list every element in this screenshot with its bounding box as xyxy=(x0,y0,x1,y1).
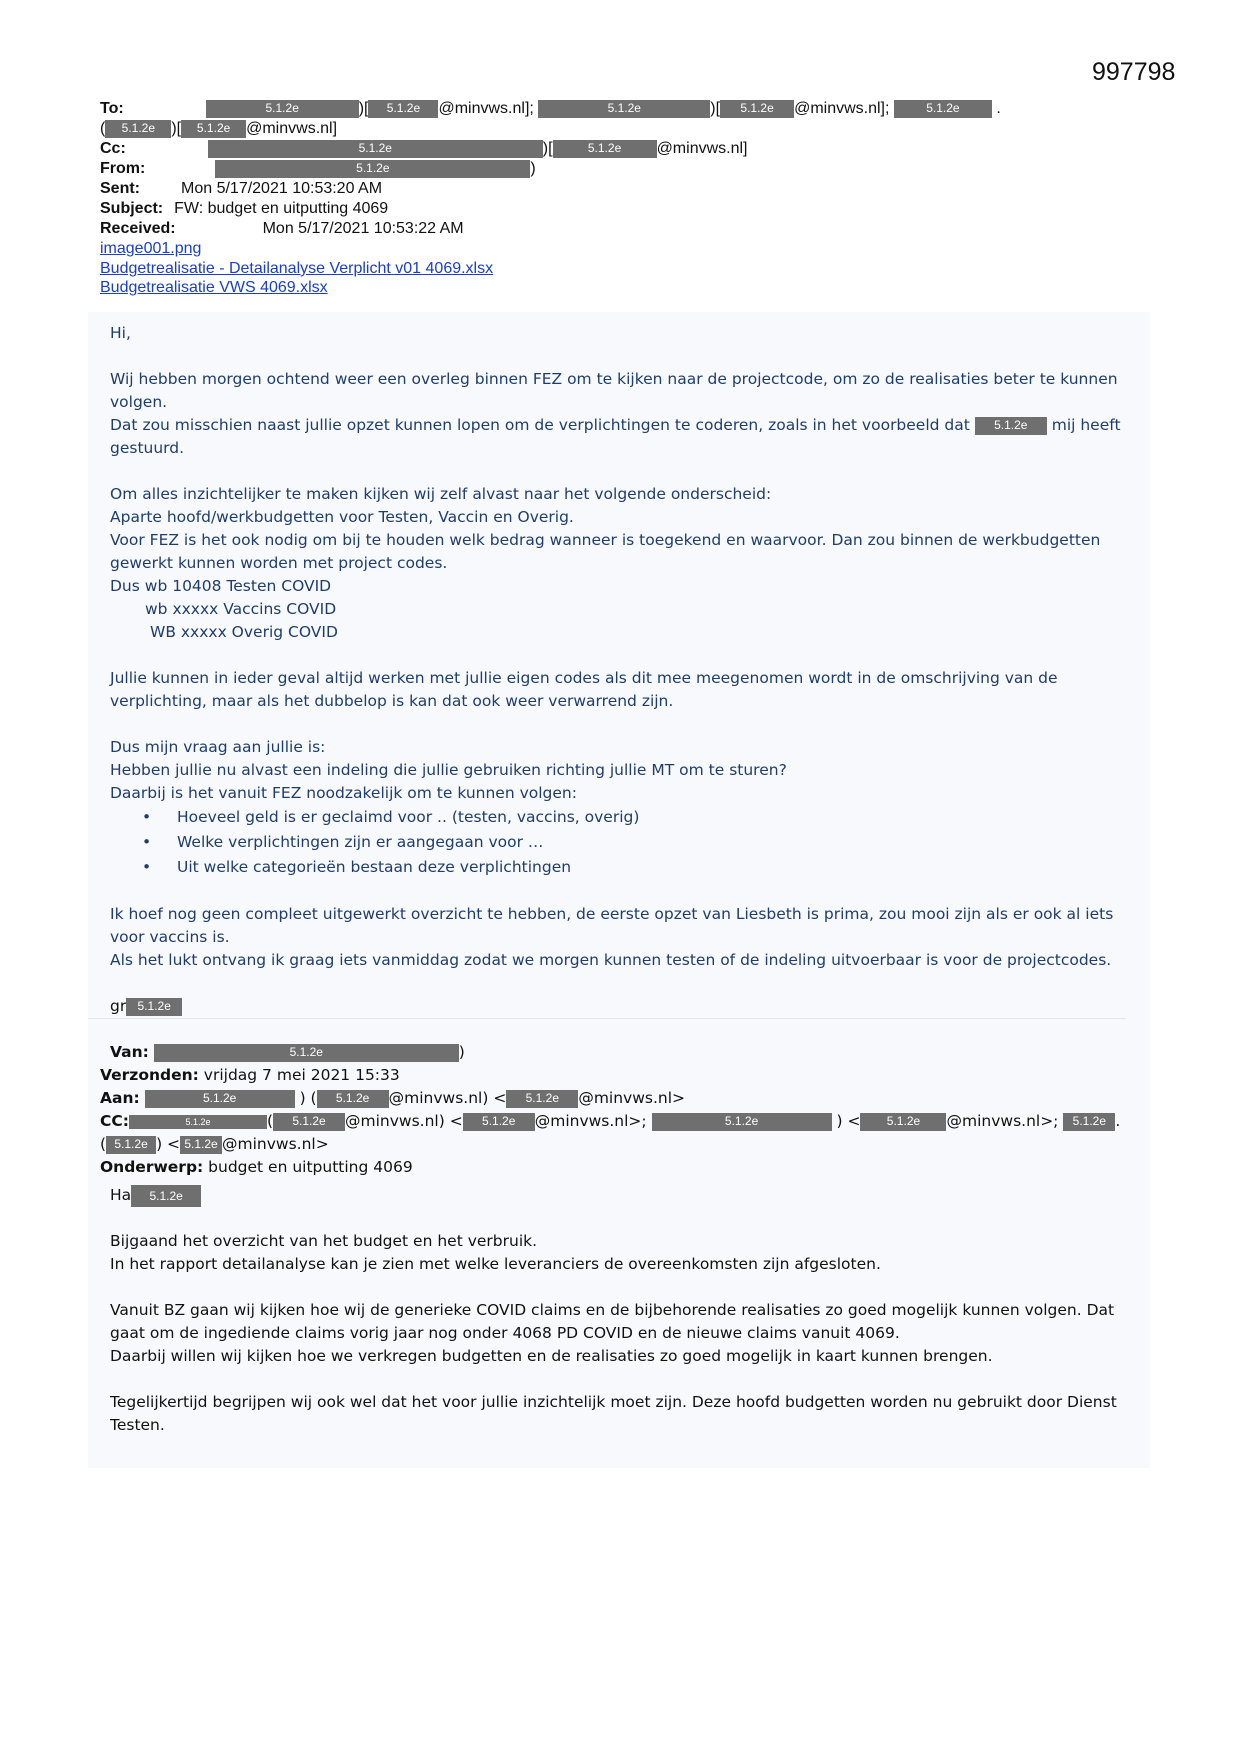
cc-line: CC: 5.1.2e ( 5.1.2e @minvws.nl) < 5.1.2e @minvws.nl>; 5.1.2e ) < 5.1.2e @minvws.nl>; 5.1.2e . xyxy=(100,1112,1121,1130)
separator: ) ( xyxy=(299,1089,317,1107)
document-id: 997798 xyxy=(1092,58,1176,86)
redaction-box: 5.1.2e xyxy=(506,1090,578,1108)
paragraph: Wij hebben morgen ochtend weer een overleg binnen FEZ om te kijken naar de projectcode, om zo de realisaties beter te kunnen volgen. xyxy=(110,370,1118,411)
email-domain: @minvws.nl> xyxy=(578,1089,686,1107)
redaction-box: 5.1.2e xyxy=(1063,1113,1115,1131)
signoff-text: gr xyxy=(110,997,127,1015)
redaction-box: 5.1.2e xyxy=(894,100,992,118)
sent-label: Sent: xyxy=(100,180,140,197)
van-line xyxy=(100,1041,1150,1064)
redaction-box: 5.1.2e xyxy=(720,100,794,118)
redaction-box: 5.1.2e xyxy=(273,1113,345,1131)
separator: ( xyxy=(266,1112,274,1130)
bullet-list xyxy=(110,805,1140,880)
separator: )[ xyxy=(171,120,182,137)
email-domain: @minvws.nl> xyxy=(222,1135,329,1153)
redaction-box: 5.1.2e xyxy=(206,100,359,118)
to-line-continued xyxy=(100,119,1140,139)
paragraph: Aparte hoofd/werkbudgetten voor Testen, Vaccin en Overig. xyxy=(110,508,574,526)
to-label: To: xyxy=(100,100,124,117)
attachment-link[interactable]: Budgetrealisatie VWS 4069.xlsx xyxy=(100,279,328,296)
verzonden-line xyxy=(100,1064,1150,1087)
paren-close: ) xyxy=(530,160,536,177)
forwarded-header xyxy=(100,1041,1150,1179)
list-item: • Hoeveel geld is er geclaimd voor .. (testen, vaccins, overig) xyxy=(110,805,1140,830)
redaction-box: 5.1.2e xyxy=(180,1136,222,1154)
redaction-box: 5.1.2e xyxy=(368,100,438,118)
van-label: Van: xyxy=(110,1043,149,1061)
paragraph: Vanuit BZ gaan wij kijken hoe wij de generieke COVID claims en de bijbehorende realisaties zo goed mogelijk kunnen volgen. Dat gaat om de ingediende claims vorig jaar nog onder 4068 PD COVID en de nieuwe claims vanuit 4069. xyxy=(110,1301,1115,1342)
aan-line xyxy=(100,1087,1150,1110)
paragraph: Voor FEZ is het ook nodig om bij te houden welk bedrag wanneer is toegekend en waarvoor. Dan zou binnen de werkbudgetten gewerkt kunnen worden met project codes. xyxy=(110,531,1101,572)
redaction-box: 5.1.2e xyxy=(215,160,530,178)
separator: ) < xyxy=(836,1112,861,1130)
redaction-box: 5.1.2e xyxy=(463,1113,535,1131)
email-header xyxy=(100,99,1140,239)
cc-line-continued xyxy=(100,1133,1150,1156)
redaction-box: 5.1.2e xyxy=(131,1185,201,1207)
verzonden-value: vrijdag 7 mei 2021 15:33 xyxy=(203,1066,400,1084)
separator: < xyxy=(493,1089,507,1107)
separator: ) < xyxy=(156,1135,181,1153)
attachment-link[interactable]: Budgetrealisatie - Detailanalyse Verplicht v01 4069.xlsx xyxy=(100,260,494,277)
cc-label: CC: xyxy=(100,1112,129,1130)
email-domain: @minvws.nl]; xyxy=(794,100,890,117)
redaction-box: 5.1.2e xyxy=(975,417,1047,435)
list-item: • Welke verplichtingen zijn er aangegaan voor … xyxy=(110,830,1140,855)
redaction-box: 5.1.2e xyxy=(208,140,543,158)
paragraph: Daarbij willen wij kijken hoe we verkregen budgetten en de realisaties zo goed mogelijk in kaart kunnen brengen. xyxy=(110,1347,993,1365)
paren-close: ) xyxy=(458,1043,465,1061)
email-domain: @minvws.nl) xyxy=(388,1089,489,1107)
email-domain: @minvws.nl] xyxy=(656,140,748,157)
redaction-box: 5.1.2e xyxy=(145,1090,295,1108)
email-domain: @minvws.nl>; xyxy=(534,1112,647,1130)
onderwerp-label: Onderwerp: xyxy=(100,1158,204,1176)
separator: ( xyxy=(100,1135,107,1153)
paragraph xyxy=(110,414,1140,460)
separator: )[ xyxy=(542,140,553,157)
greeting xyxy=(110,1184,1140,1207)
redaction-box: 5.1.2e xyxy=(553,140,657,158)
paragraph: Als het lukt ontvang ik graag iets vanmiddag zodat we morgen kunnen testen of de indeling uitvoerbaar is voor de projectcodes. xyxy=(110,951,1112,969)
redaction-box: 5.1.2e xyxy=(105,120,171,138)
separator: )[ xyxy=(358,100,369,117)
onderwerp-line xyxy=(100,1156,1150,1179)
redaction-box: 5.1.2e xyxy=(860,1113,946,1131)
paragraph: Om alles inzichtelijker te maken kijken wij zelf alvast naar het volgende onderscheid: xyxy=(110,485,772,503)
verzonden-label: Verzonden: xyxy=(100,1066,199,1084)
from-line xyxy=(100,159,1140,179)
subject-line xyxy=(100,199,1140,219)
separator: )[ xyxy=(710,100,721,117)
aan-label: Aan: xyxy=(100,1089,140,1107)
subject-label: Subject: xyxy=(100,200,164,217)
paragraph: wb xxxxx Vaccins COVID xyxy=(145,600,337,618)
separator: < xyxy=(449,1112,463,1130)
paragraph: Hebben jullie nu alvast een indeling die jullie gebruiken richting jullie MT om te sturen? xyxy=(110,761,787,779)
paragraph: Bijgaand het overzicht van het budget en het verbruik. xyxy=(110,1232,538,1250)
forwarded-message-body xyxy=(110,1184,1140,1437)
redaction-box: 5.1.2e xyxy=(652,1113,832,1131)
redaction-box: 5.1.2e xyxy=(181,120,246,138)
signoff xyxy=(110,997,182,1016)
received-label: Received: xyxy=(100,220,176,237)
onderwerp-value: budget en uitputting 4069 xyxy=(208,1158,413,1176)
email-domain: @minvws.nl>; xyxy=(946,1112,1059,1130)
sent-value: Mon 5/17/2021 10:53:20 AM xyxy=(181,180,383,197)
paragraph: Ik hoef nog geen compleet uitgewerkt overzicht te hebben, de eerste opzet van Liesbeth is prima, zou mooi zijn als er ook al iets voor vaccins is. xyxy=(110,905,1114,946)
paragraph: Dus wb 10408 Testen COVID xyxy=(110,577,332,595)
paragraph: Jullie kunnen in ieder geval altijd werken met jullie eigen codes als dit mee meegenomen wordt in de omschrijving van de verplichting, maar als het dubbelop is kan dat ook weer verwarrend zijn. xyxy=(110,669,1058,710)
paragraph: In het rapport detailanalyse kan je zien met welke leveranciers de overeenkomsten zijn afgesloten. xyxy=(110,1255,881,1273)
message-body xyxy=(110,322,1140,972)
email-domain: @minvws.nl]; xyxy=(438,100,534,117)
cc-line xyxy=(100,139,1140,159)
subject-value: FW: budget en uitputting 4069 xyxy=(174,200,389,217)
paragraph: Tegelijkertijd begrijpen wij ook wel dat het voor jullie inzichtelijk moet zijn. Deze hoofd budgetten worden nu gebruikt door Dienst Testen. xyxy=(110,1393,1117,1434)
attachment-link[interactable]: image001.png xyxy=(100,240,202,257)
cc-label: Cc: xyxy=(100,140,126,157)
to-line: To: 5.1.2e )[ 5.1.2e @minvws.nl]; 5.1.2e )[ 5.1.2e @minvws.nl]; 5.1.2e . xyxy=(100,100,1001,117)
paragraph-text: Dat zou misschien naast jullie opzet kunnen lopen om de verplichtingen te coderen, zoals in het voorbeeld dat xyxy=(110,416,970,434)
redaction-box: 5.1.2e xyxy=(106,1136,156,1154)
paragraph: Daarbij is het vanuit FEZ noodzakelijk om te kunnen volgen: xyxy=(110,784,577,802)
greeting: Hi, xyxy=(110,324,131,342)
from-label: From: xyxy=(100,160,146,177)
paragraph-text: mij heeft gestuurd. xyxy=(110,416,1121,457)
redaction-box: 5.1.2e xyxy=(126,998,182,1016)
email-domain: @minvws.nl) xyxy=(345,1112,445,1130)
redaction-box: 5.1.2e xyxy=(129,1115,267,1129)
paragraph: Dus mijn vraag aan jullie is: xyxy=(110,738,326,756)
redaction-box: 5.1.2e xyxy=(538,100,710,118)
redaction-box: 5.1.2e xyxy=(154,1044,459,1062)
paragraph: WB xxxxx Overig COVID xyxy=(150,623,338,641)
email-domain: @minvws.nl] xyxy=(246,120,338,137)
redaction-box: 5.1.2e xyxy=(317,1090,389,1108)
greeting-text: Ha xyxy=(110,1186,132,1204)
quote-divider xyxy=(88,1018,1126,1019)
paren-open: ( xyxy=(100,120,106,137)
list-item: • Uit welke categorieën bestaan deze verplichtingen xyxy=(110,855,1140,880)
received-value: Mon 5/17/2021 10:53:22 AM xyxy=(262,220,464,237)
received-line xyxy=(100,219,1140,239)
sent-line xyxy=(100,179,1140,199)
